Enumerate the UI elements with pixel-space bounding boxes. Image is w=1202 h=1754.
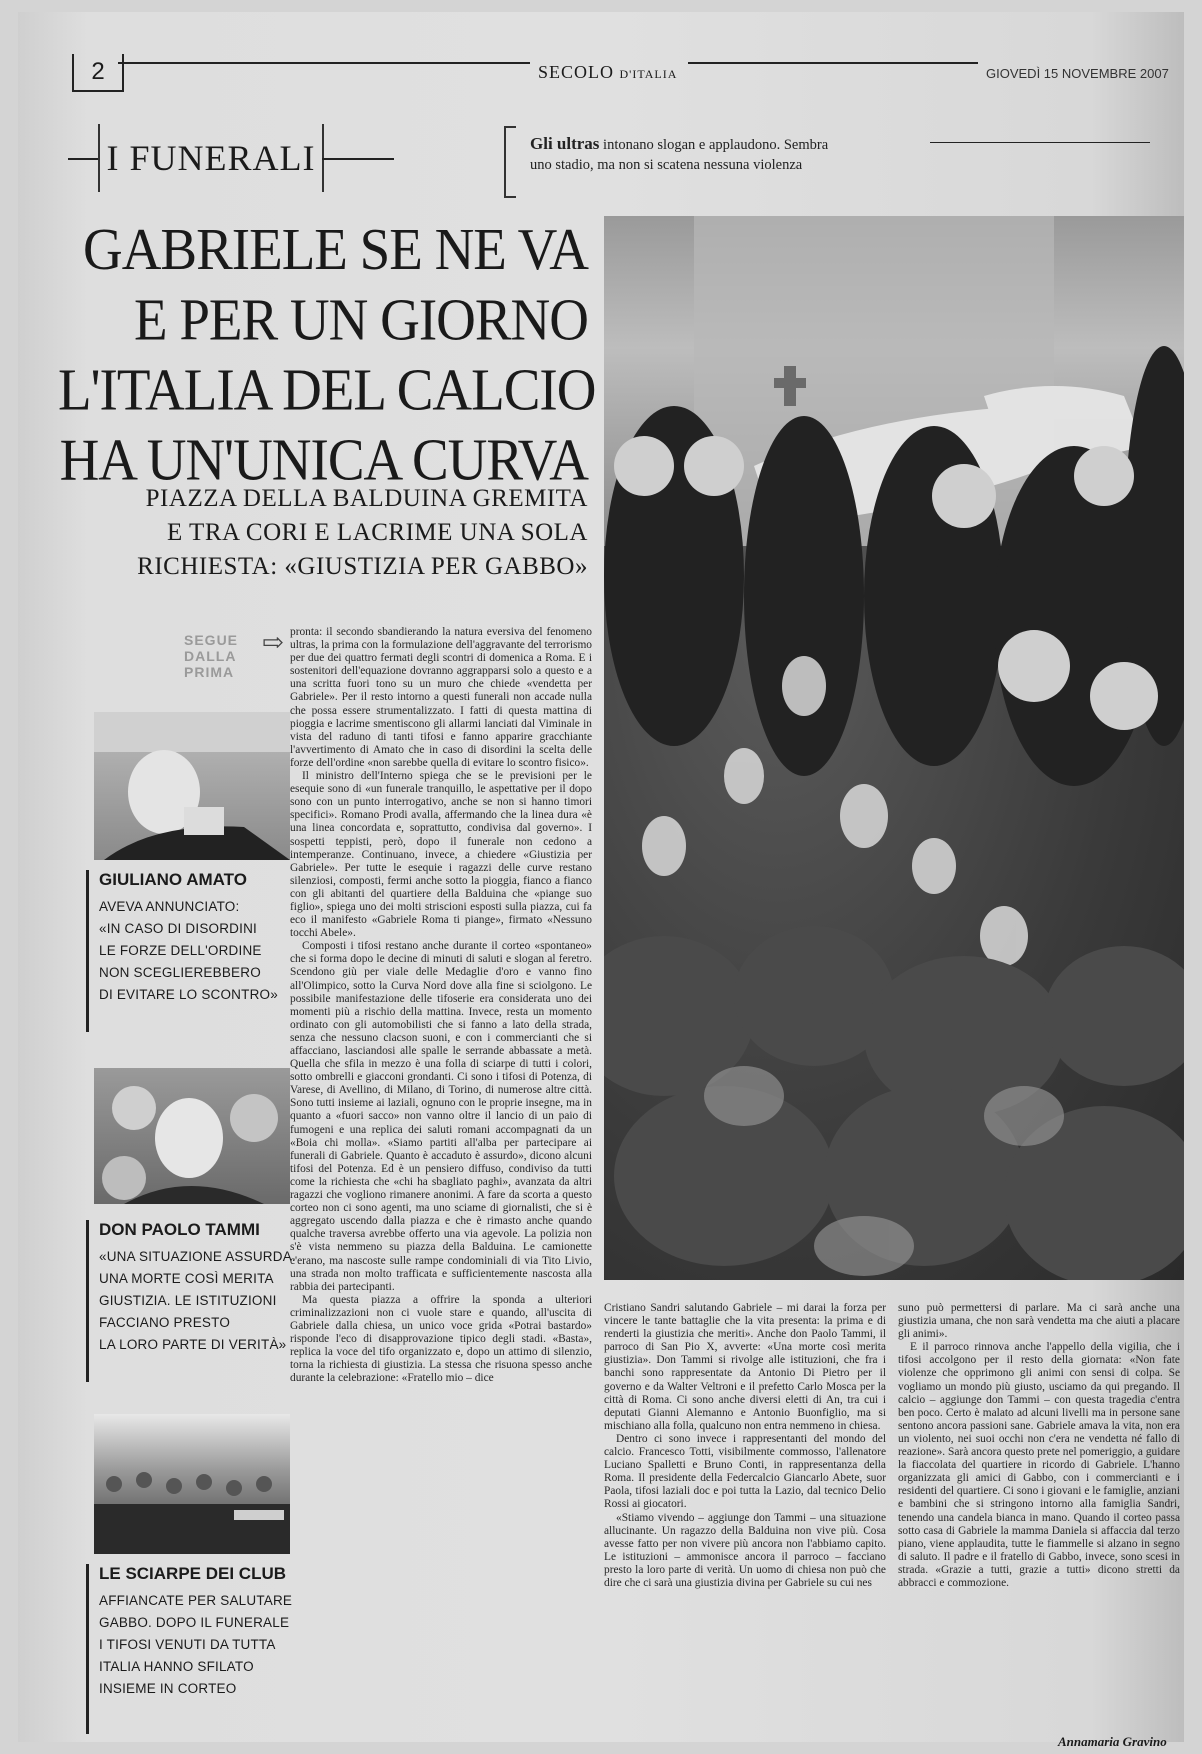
paragraph: Cristiano Sandri salutando Gabriele – mi darai la forza per vincere le tante battaglie che la vita presenta: la prima e di renderti la giustizia che meriti». Anche don Paolo Tammi, il parroco di San Pio X, avverte: «Una morte così merita giustizia». Don Tammi si rivolge alle istituzioni, che fra i banchi sono rappresentate da Antonio Di Pietro per il governo e da Walter Veltroni e il prefetto Carlo Mosca per la città di Roma. Ci sono anche diversi eletti di An, tra cui i deputati Gianni Alemanno e Antonio Buonfiglio, ma si mischiano alla folla, qualcuno non entra nemmeno in chiesa. bbox=[604, 1302, 886, 1432]
sidebar-quote bbox=[99, 1246, 301, 1356]
headline-line: E PER UN GIORNO bbox=[133, 286, 588, 353]
paragraph: pronta: il secondo sbandierando la natura eversiva del fenomeno ultras, la prima con la formulazione dell'aggravante del terrorismo per due dei quattro fermati degli scontri di domenica a Roma. E i sostenitori dell'equazione dovranno aggrapparsi solo a questo e a una scritta fuori tono su un muro che chiede «vendetta per Gabriele». Per il resto intorno a questi funerali non accade nulla che possa essere strumentalizzato. I fatti di questa mattina di pioggia e lacrime smentiscono gli allarmi lanciati dal Viminale in vista del raduno di tanti tifosi e fanno apparire gracchiante l'avvertimento di Amato che in caso di disordini la scelta delle forze dell'ordine «non sarebbe quella di evitare lo scontro fisico». bbox=[290, 626, 592, 769]
header-rule-left bbox=[118, 62, 530, 64]
headline-line: GABRIELE SE NE VA bbox=[82, 216, 588, 283]
sidebar-name: DON PAOLO TAMMI bbox=[99, 1220, 260, 1239]
masthead-suffix: D'ITALIA bbox=[619, 67, 678, 81]
section-rule-mid bbox=[322, 158, 394, 160]
headline bbox=[58, 214, 596, 495]
sidebar-amato bbox=[86, 870, 301, 1032]
section-label: I FUNERALI bbox=[98, 124, 324, 192]
sidebar-name: GIULIANO AMATO bbox=[99, 870, 247, 889]
scarves-photo bbox=[94, 1414, 290, 1554]
sidebar-name: LE SCIARPE DEI CLUB bbox=[99, 1564, 287, 1583]
amato-photo bbox=[94, 712, 290, 860]
sidebar-quote bbox=[99, 1590, 301, 1700]
newspaper-page bbox=[18, 12, 1184, 1749]
segue-line: PRIMA bbox=[184, 664, 235, 680]
sidebar-line: GABBO. DOPO IL FUNERALE bbox=[99, 1615, 290, 1630]
kicker bbox=[530, 134, 828, 175]
sidebar-line: AFFIANCATE PER SALUTARE bbox=[99, 1593, 293, 1608]
paragraph: Dentro ci sono invece i rappresentanti del mondo del calcio. Francesco Totti, visibilmente commosso, l'allenatore Luciano Spalletti e Bruno Conti, in rappresentanza della Roma. Il presidente della Federcalcio Giancarlo Abete, suor Paola, tifosi laziali doc e poi tutta la Lazio, dal tecnico Delio Rossi ai giocatori. bbox=[604, 1432, 886, 1511]
sidebar-line: DI EVITARE LO SCONTRO» bbox=[99, 987, 278, 1002]
paragraph: E il parroco rinnova anche l'appello della vigilia, che i tifosi accolgono per il resto della giornata: «Non fate violenze che opprimono gli animi con sensi di colpa. Se vogliamo un mondo più giusto, usciamo da qui pregando. Il calcio – aggiunge don Tammi – con questa tragedia c'entra ben poco. Certo è malato ad alcuni livelli ma in persone sane sentono ancora passioni sane. Gabriele amava la vita, non era un violento, nei suoi occhi non c'era ne vendetta né fallo di reazione». Sarà ancora questo prete nel pomeriggio, a guidare la fiaccolata del quartiere in ricordo di Gabriele. L'hanno organizzata gli amici di Gabbo, con i commercianti e i residenti del quartiere. Ci sono i giovani e le famiglie, anziani e bambini che si stringono intorno alla famiglia Sandri, tenendo una candela bianca in mano. Quando il corteo passa sotto casa di Gabriele la mamma Daniela si affaccia dal terzo piano, viene applaudita, tutte le fiammelle si alzano in segno di saluto. Il padre e il fratello di Gabbo, invece, sono scesi in strada. «Grazie a tutti, grazie a tutti» dicono stretti da abbracci e commozione. bbox=[898, 1341, 1180, 1589]
segue-line: DALLA bbox=[184, 648, 237, 664]
paragraph: Il ministro dell'Interno spiega che se le previsioni per le esequie sono di «un funerale tranquillo, le aspettative per il dopo sono con un punto interrogativo, anche se non si hanno timori specifici». Romano Prodi avalla, affermando che la linea dura «è una linea concordata e, soprattutto, condivisa dal governo». I sospetti teppisti, però, dopo il funerale non cedono a intemperanze. Continuano, invece, a chiedere «Giustizia per Gabriele». Per tutte le esequie i ragazzi delle curve restano silenziosi, composti, fermi anche sotto la pioggia, fianco a fianco con gli abitanti del quartiere della Balduina che «piange suo figlio», spiega uno dei molti striscioni esposti sulla piazza, cui fa eco il manifesto «Gabriele Roma ti piange», firmato «Nessuno tocchi Abele». bbox=[290, 770, 592, 940]
sidebar-line: AVEVA ANNUNCIATO: bbox=[99, 899, 240, 914]
sidebar-line: «IN CASO DI DISORDINI bbox=[99, 921, 257, 936]
sidebar-line: ITALIA HANNO SFILATO bbox=[99, 1659, 254, 1674]
arrow-right-icon: ⇨ bbox=[262, 628, 284, 657]
header-rule-right bbox=[688, 62, 978, 64]
paragraph: suno può permettersi di parlare. Ma ci sarà anche una giustizia umana, che non sarà vendetta ma che aiuti a placare gli animi». bbox=[898, 1302, 1180, 1341]
sidebar-line: FACCIANO PRESTO bbox=[99, 1315, 231, 1330]
tammi-photo bbox=[94, 1068, 290, 1204]
sidebar-line: NON SCEGLIEREBBERO bbox=[99, 965, 261, 980]
headline-line: L'ITALIA DEL CALCIO bbox=[58, 356, 596, 423]
paragraph: «Stiamo vivendo – aggiunge don Tammi – una situazione allucinante. Un ragazzo della Balduina non vive più. Cosa avesse fatto per non vivere più ancora non l'abbiamo capito. Le istituzioni – ammonisce ancora il parroco – facciano presto la loro parte di verità. Un uomo di chiesa non può che dire che ci sarà una giustizia divina per Gabriele su cui nes bbox=[604, 1511, 886, 1589]
kicker-line-2: uno stadio, ma non si scatena nessuna violenza bbox=[530, 157, 803, 173]
crowd-illustration bbox=[604, 216, 1184, 1280]
subheadline bbox=[118, 482, 588, 584]
segue-line: SEGUE bbox=[184, 632, 239, 648]
crowd-scarves bbox=[94, 1414, 290, 1554]
sidebar-quote bbox=[99, 896, 301, 1006]
tammi-portrait bbox=[94, 1068, 290, 1204]
subheadline-line: PIAZZA DELLA BALDUINA GREMITA bbox=[145, 485, 588, 512]
sidebar-line: I TIFOSI VENUTI DA TUTTA bbox=[99, 1637, 276, 1652]
funeral-photo bbox=[604, 216, 1184, 1280]
segue-label bbox=[184, 632, 238, 680]
byline: Annamaria Gravino bbox=[1058, 1734, 1167, 1749]
sidebar-line: LE FORZE DELL'ORDINE bbox=[99, 943, 262, 958]
sidebar-tammi bbox=[86, 1220, 301, 1382]
kicker-bracket bbox=[504, 126, 516, 198]
amato-portrait bbox=[94, 712, 290, 860]
masthead-name: SECOLO bbox=[538, 62, 615, 82]
section-rule-left bbox=[68, 158, 98, 160]
paragraph: Ma questa piazza a offrire la sponda a ulteriori criminalizzazioni non ci vuole stare e quando, all'uscita di Gabriele dalla chiesa, un unico voce grida «Potrai bastardo» risponde l'eco di disapprovazione tipico degli stadi. «Basta», replica la voce del tifo organizzato e, dopo un attimo di silenzio, torna la richiesta di giustizia. La stessa che risuona spesso anche durante la celebrazione: «Fratello mio – dice bbox=[290, 1293, 592, 1385]
headline-line: HA UN'UNICA CURVA bbox=[59, 426, 588, 493]
subheadline-line: E TRA CORI E LACRIME UNA SOLA bbox=[166, 519, 588, 546]
sidebar-line: GIUSTIZIA. LE ISTITUZIONI bbox=[99, 1293, 277, 1308]
masthead bbox=[538, 62, 677, 83]
kicker-lead: Gli ultras bbox=[530, 134, 600, 153]
sidebar-line: INSIEME IN CORTEO bbox=[99, 1681, 237, 1696]
paragraph: Composti i tifosi restano anche durante il corteo «spontaneo» che si forma dopo le decine di minuti di saluti e slogan al feretro. Scendono giù per viale delle Medaglie d'oro e vanno fino all'Olimpico, sotto la Curva Nord dove alla fine si sciolgono. Le possibile manifestazione delle tifoserie era considerata uno dei momenti più a rischio della mattina. Invece, resta un momento ordinato con gli automobilisti che si fanno a lato della strada, senza che nessuno clacson suoni, e con i commercianti che si affacciano, lasciandosi alle spalle le serrande abbassate a metà. Quella che sfila in mezzo è una folla di sciarpe di tutti i colori, sotto ombrelli e giacconi grondanti. Ci sono i tifosi di Potenza, di Varese, di Avellino, di Milano, di Torino, di numerose altre città. Sono tutti insieme ai laziali, ognuno con le proprie insegne, ma in quanto a «fuori sacco» non vanno oltre il lancio di un paio di fumogeni e una replica dei saluti romani accompagnati da un «Boia chi molla». «Siamo partiti all'alba per partecipare ai funerali di Gabriele. Quanto è accaduto è assurdo», dicono alcuni tifosi del Potenza. Ed è un pensiero diffuso, condiviso da tutti come la richiesta che «chi ha sbagliato paghi», avanzata da altri ragazzi che vogliono rimanere anonimi. A fare da scorta a questo corteo non ci sono agenti, ma uno sciame di giornalisti, che si è aggregato uscendo dalla piazza e che è rimasto anche quando qualche traversa avrebbe offerto una via agevole. La polizia non s'è vista nemmeno su piazza della Balduina. Le camionette c'erano, ma nascoste sulle rampe condominiali di via Tito Livio, una strada non molto trafficata e sufficientemente nascosta alla rabbia dei partecipanti. bbox=[290, 940, 592, 1293]
kicker-line-1: intonano slogan e applaudono. Sembra bbox=[603, 137, 829, 153]
article-column-2 bbox=[604, 1302, 886, 1734]
article-column-3 bbox=[898, 1302, 1180, 1722]
issue-date: GIOVEDÌ 15 NOVEMBRE 2007 bbox=[986, 66, 1169, 81]
sidebar-line: LA LORO PARTE DI VERITÀ» bbox=[99, 1337, 287, 1352]
kicker-rule bbox=[930, 142, 1150, 143]
sidebar-line: «UNA SITUAZIONE ASSURDA. bbox=[99, 1249, 296, 1264]
page-number: 2 bbox=[72, 54, 124, 92]
subheadline-line: RICHIESTA: «GIUSTIZIA PER GABBO» bbox=[137, 553, 588, 580]
sidebar-scarves bbox=[86, 1564, 301, 1734]
article-column-1 bbox=[290, 626, 592, 1736]
sidebar-line: UNA MORTE COSÌ MERITA bbox=[99, 1271, 274, 1286]
